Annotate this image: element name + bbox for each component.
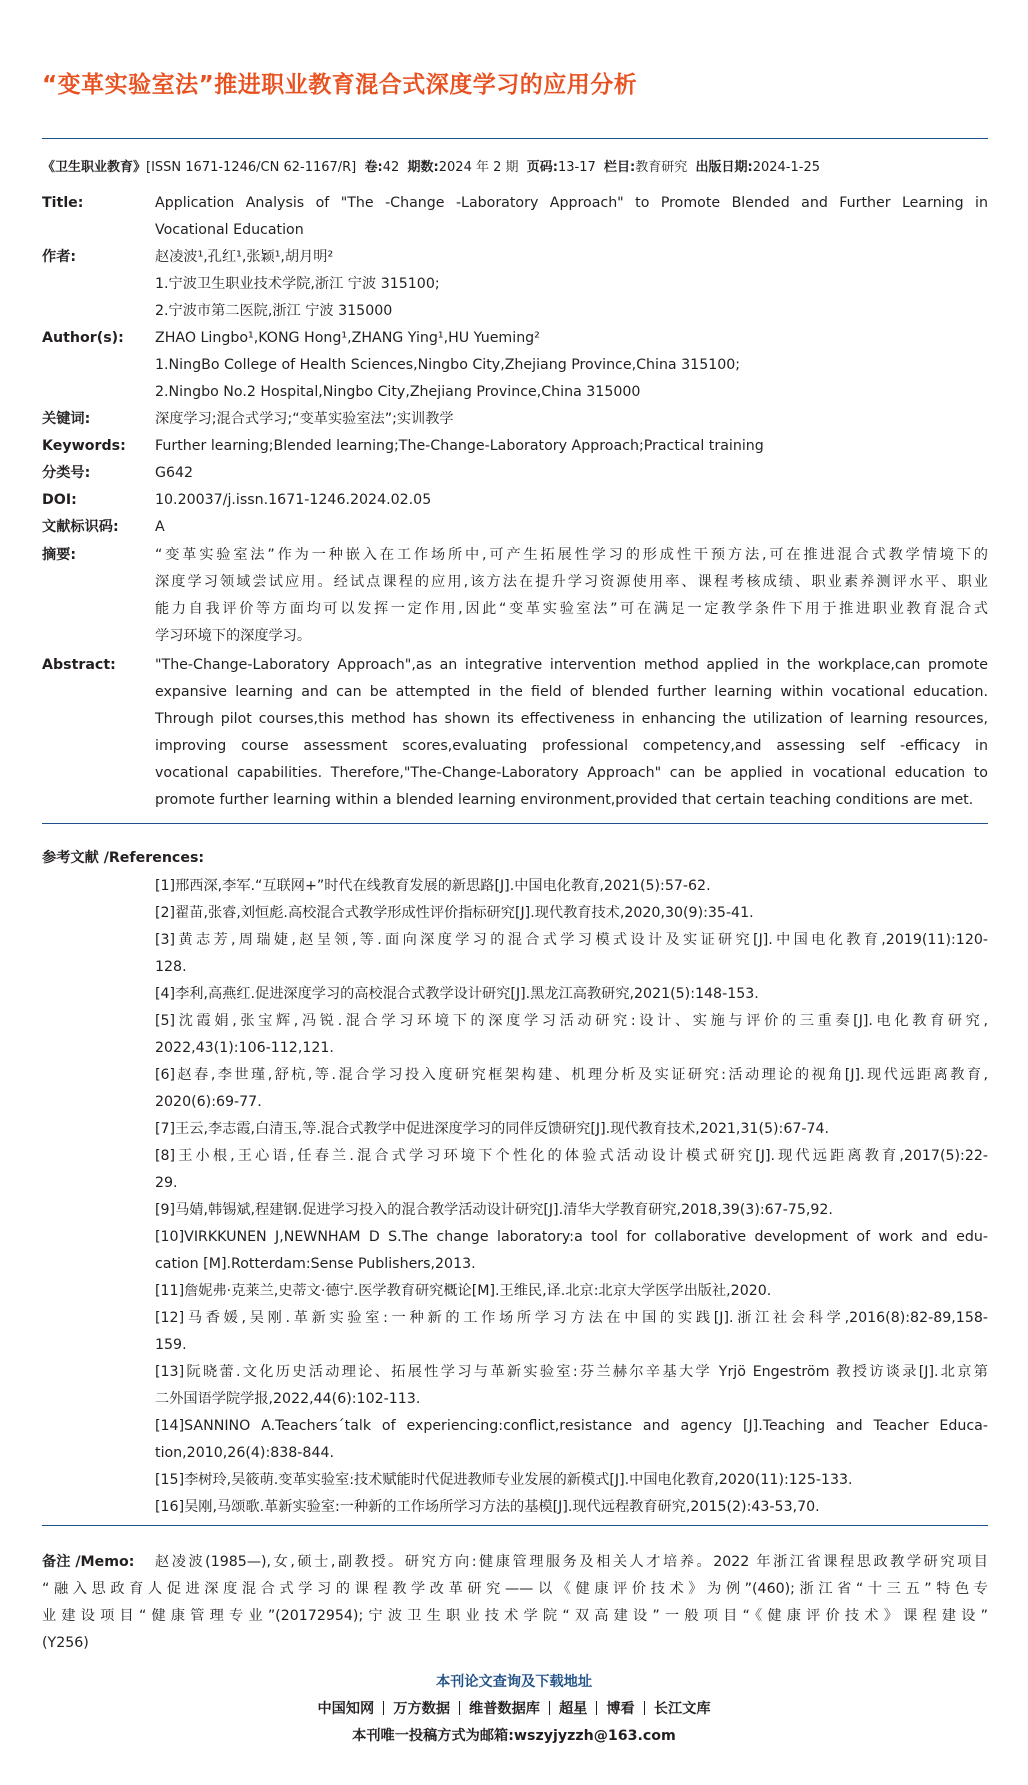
reference-line: 29. [155, 1175, 178, 1191]
database-link[interactable]: 博看 [606, 1701, 635, 1717]
reference-line: [16]吴刚,马颂歌.革新实验室:一种新的工作场所学习方法的基模[J].现代远程教育研究,2015(2):43-53,70. [155, 1499, 820, 1515]
references-title: 参考文献 /References: [42, 850, 205, 866]
publish-date: 2024-1-25 [752, 160, 820, 175]
reference-item [155, 981, 988, 1008]
database-link[interactable]: 长江文库 [653, 1701, 711, 1717]
database-link[interactable]: 中国知网 [317, 1701, 375, 1717]
reference-line: [5]沈霞娟,张宝辉,冯锐.混合学习环境下的深度学习活动研究:设计、实施与评价的三重奏[J].电化教育研究, [155, 1013, 988, 1029]
reference-line: 128. [155, 959, 187, 975]
reference-line: [8]王小根,王心语,任春兰.混合式学习环境下个性化的体验式活动设计模式研究[J].现代远距离教育,2017(5):22- [155, 1148, 988, 1164]
reference-line: [10]VIRKKUNEN J,NEWNHAM D S.The change laboratory:a tool for collaborative development of work and edu- [155, 1229, 988, 1245]
reference-item [155, 1008, 988, 1062]
reference-line: [6]赵春,李世瑾,舒杭,等.混合学习投入度研究框架构建、机理分析及实证研究:活动理论的视角[J].现代远距离教育, [155, 1067, 988, 1083]
reference-item [155, 1467, 988, 1494]
pages: 13-17 [557, 160, 596, 175]
reference-line: tion,2010,26(4):838-844. [155, 1445, 335, 1461]
separator [596, 1701, 597, 1715]
reference-item [155, 1197, 988, 1224]
reference-line: [9]马婧,韩锡斌,程建钢.促进学习投入的混合教学活动设计研究[J].清华大学教育研究,2018,39(3):67-75,92. [155, 1202, 833, 1218]
references-list [155, 873, 988, 1521]
source-line: 《卫生职业教育》[ISSN 1671-1246/CN 62-1167/R] 卷:42 期数:2024 年 2 期 页码:13-17 栏目:教育研究 出版日期:2024-1-25 [42, 160, 820, 175]
reference-line: [2]翟苗,张睿,刘恒彪.高校混合式教学形成性评价指标研究[J].现代教育技术,2020,30(9):35-41. [155, 905, 754, 921]
separator [549, 1701, 550, 1715]
reference-item [155, 1062, 988, 1116]
reference-item [155, 873, 988, 900]
reference-line: [7]王云,李志霞,白清玉,等.混合式教学中促进深度学习的同伴反馈研究[J].现代教育技术,2021,31(5):67-74. [155, 1121, 830, 1137]
reference-item [155, 1305, 988, 1359]
reference-line: [11]詹妮弗·克莱兰,史蒂文·德宁.医学教育研究概论[M].王维民,译.北京:北京大学医学出版社,2020. [155, 1283, 772, 1299]
reference-item [155, 1143, 988, 1197]
reference-line: 二外国语学院学报,2022,44(6):102-113. [155, 1391, 421, 1407]
reference-item [155, 900, 988, 927]
reference-item [155, 1278, 988, 1305]
reference-line: 2022,43(1):106-112,121. [155, 1040, 334, 1056]
database-link[interactable]: 万方数据 [393, 1701, 451, 1717]
divider [42, 138, 988, 139]
issue: 2024 年 2 期 [438, 160, 519, 175]
issn: [ISSN 1671-1246/CN 62-1167/R] [146, 160, 357, 175]
reference-item [155, 1224, 988, 1278]
divider [42, 1525, 988, 1526]
reference-line: 2020(6):69-77. [155, 1094, 262, 1110]
reference-line: cation [M].Rotterdam:Sense Publishers,2013. [155, 1256, 476, 1272]
separator [644, 1701, 645, 1715]
journal-name: 《卫生职业教育》 [42, 160, 147, 175]
volume: 42 [382, 160, 400, 175]
reference-line: [14]SANNINO A.Teachers´talk of experiencing:conflict,resistance and agency [J].Teaching and Teacher Educa- [155, 1418, 988, 1434]
reference-item [155, 1116, 988, 1143]
reference-item [155, 927, 988, 981]
footer-database-list [0, 1698, 1028, 1718]
article-title: “变革实验室法”推进职业教育混合式深度学习的应用分析 [42, 72, 638, 98]
divider [42, 823, 988, 824]
reference-line: [15]李树玲,吴筱萌.变革实验室:技术赋能时代促进教师专业发展的新模式[J].中国电化教育,2020(11):125-133. [155, 1472, 853, 1488]
reference-line: [13]阮晓蕾.文化历史活动理论、拓展性学习与革新实验室:芬兰赫尔辛基大学 Yrjö Engeström 教授访谈录[J].北京第 [155, 1364, 988, 1380]
reference-item [155, 1359, 988, 1413]
reference-line: [1]邢西深,李军.“互联网+”时代在线教育发展的新思路[J].中国电化教育,2021(5):57-62. [155, 878, 711, 894]
reference-line: [3]黄志芳,周瑞婕,赵呈领,等.面向深度学习的混合式学习模式设计及实证研究[J].中国电化教育,2019(11):120- [155, 932, 988, 948]
column: 教育研究 [635, 160, 688, 175]
database-link[interactable]: 维普数据库 [469, 1701, 540, 1717]
reference-line: 159. [155, 1337, 187, 1353]
footer-title: 本刊论文查询及下载地址 [435, 1674, 593, 1690]
reference-line: [4]李利,高燕红.促进深度学习的高校混合式教学设计研究[J].黑龙江高教研究,2021(5):148-153. [155, 986, 759, 1002]
footer-submission-email[interactable]: 本刊唯一投稿方式为邮箱:wszyjyzzh@163.com [352, 1728, 676, 1744]
reference-line: [12]马香媛,吴刚.革新实验室:一种新的工作场所学习方法在中国的实践[J].浙江社会科学,2016(8):82-89,158- [155, 1310, 988, 1326]
separator [383, 1701, 384, 1715]
separator [459, 1701, 460, 1715]
reference-item [155, 1413, 988, 1467]
reference-item [155, 1494, 988, 1521]
database-link[interactable]: 超星 [558, 1701, 588, 1717]
